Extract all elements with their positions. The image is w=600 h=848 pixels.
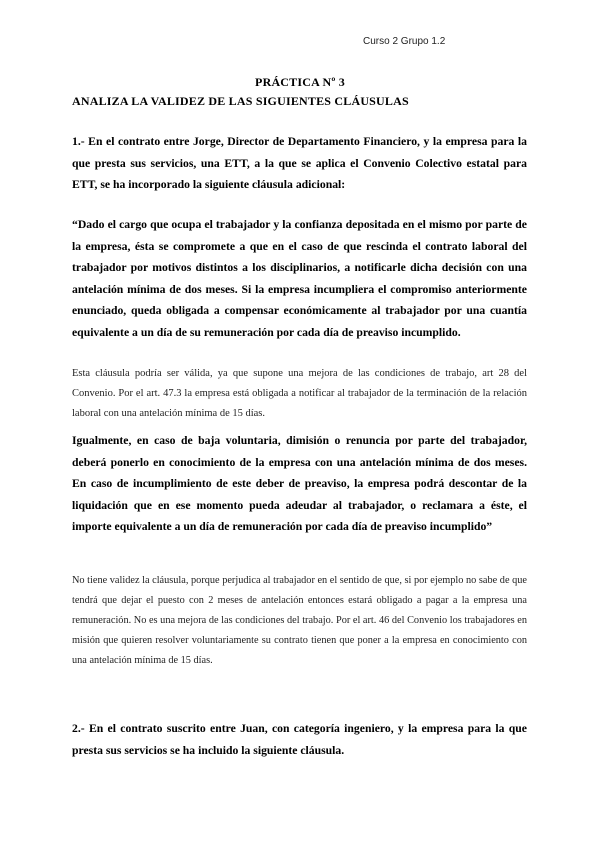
answer-1: Esta cláusula podría ser válida, ya que supone una mejora de las condiciones de trabajo, art 28 del Convenio. Por el art. 47.3 la empresa está obligada a notificar al trabajador de la terminación de la relación laboral con una antelación mínima de 15 días. bbox=[72, 368, 527, 419]
page-title: PRÁCTICA Nº 3 bbox=[255, 75, 345, 89]
question-1: 1.- En el contrato entre Jorge, Director de Departamento Financiero, y la empresa para la que presta sus servicios, una ETT, a la que se aplica el Convenio Colectivo estatal para ETT, se ha incorporado la siguiente cláusula adicional: bbox=[72, 135, 527, 191]
page-subtitle: ANALIZA LA VALIDEZ DE LAS SIGUIENTES CLÁUSULAS bbox=[72, 94, 409, 108]
clause-1-quote: “Dado el cargo que ocupa el trabajador y la confianza depositada en el mismo por parte de la empresa, ésta se compromete a que en el caso de que rescinda el contrato laboral del trabajador por motivos distintos a los disciplinarios, a notificarle dicha decisión con una antelación mínima de dos meses. Si la empresa incumpliera el compromiso anteriormente enunciado, queda obligada a compensar económicamente al trabajador por una cuantía equivalente a un día de su remuneración por cada día de preaviso incumplido. bbox=[72, 218, 527, 339]
answer-2: No tiene validez la cláusula, porque perjudica al trabajador en el sentido de que, si por ejemplo no sabe de que tendrá que dejar el puesto con 2 meses de antelación entonces estará obligado a pagar a la empresa una remuneración. No es una mejora de las condiciones del trabajo. Por el art. 46 del Convenio los trabajadores en misión que quieren resolver voluntariamente su contrato tienen que poner a la empresa en conocimiento con una antelación mínima de 15 días. bbox=[72, 575, 527, 666]
course-header: Curso 2 Grupo 1.2 bbox=[363, 36, 446, 47]
question-2: 2.- En el contrato suscrito entre Juan, con categoría ingeniero, y la empresa para la que presta sus servicios se ha incluido la siguiente cláusula. bbox=[72, 722, 527, 757]
clause-2-quote: Igualmente, en caso de baja voluntaria, dimisión o renuncia por parte del trabajador, deberá ponerlo en conocimiento de la empresa con una antelación mínima de dos meses. En caso de incumplimiento de este deber de preaviso, la empresa podrá descontar de la liquidación que en ese momento pueda adeudar al trabajador, o reclamara a éste, el importe equivalente a un día de remuneración por cada día de preaviso incumplido” bbox=[72, 434, 527, 533]
